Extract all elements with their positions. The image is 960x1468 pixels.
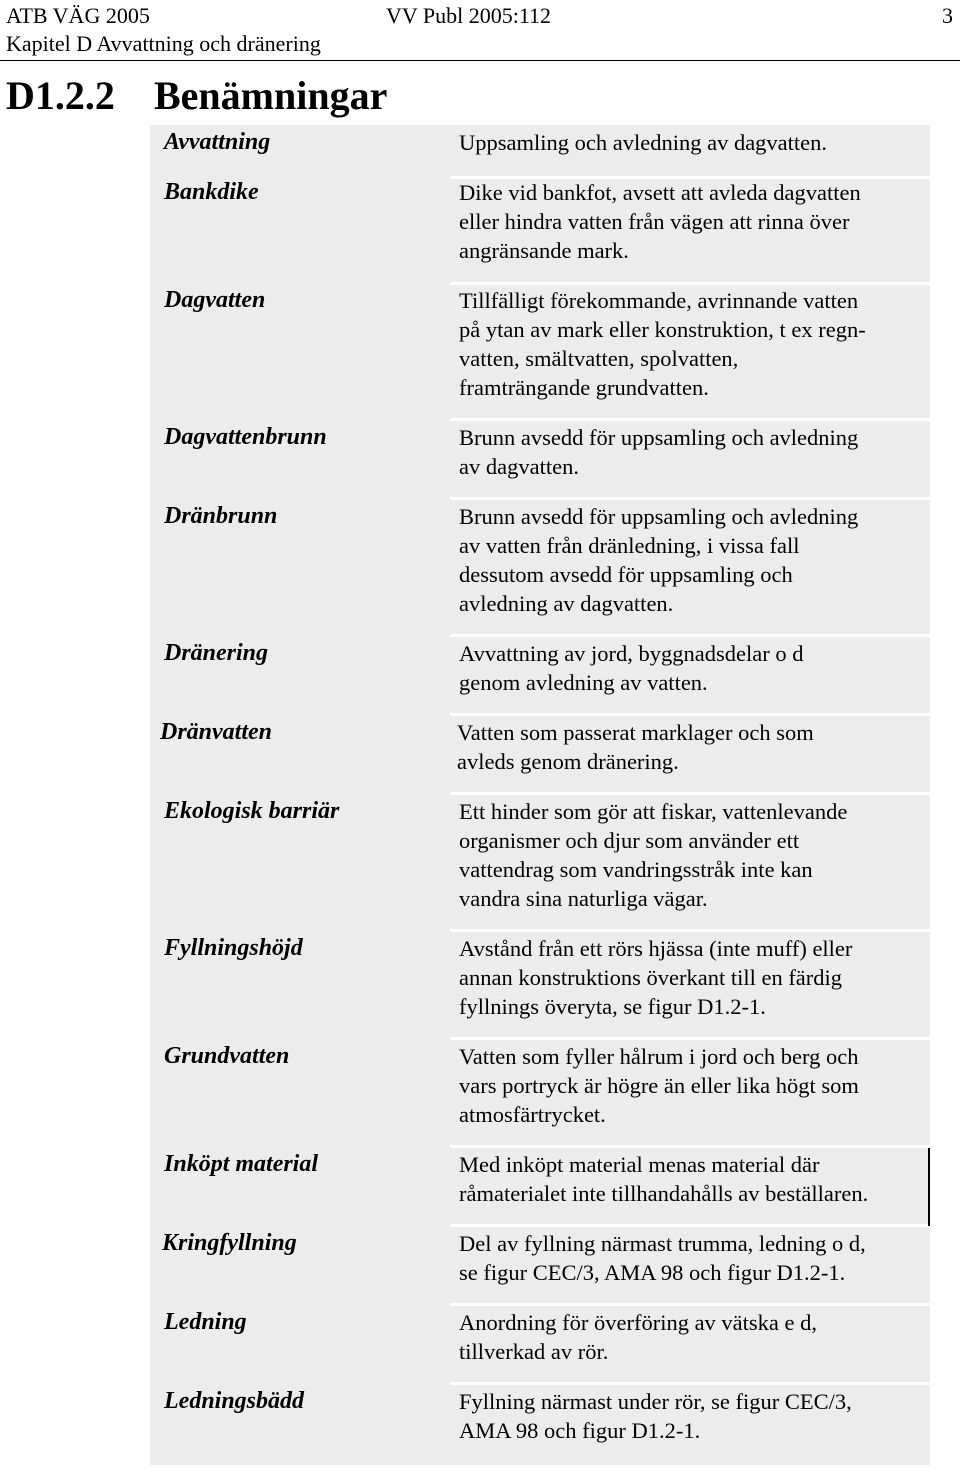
definition-line: vattendrag som vandringsstråk inte kan bbox=[459, 857, 813, 882]
definition-line: av dagvatten. bbox=[459, 454, 579, 479]
definition-line: genom avledning av vatten. bbox=[459, 670, 708, 695]
revision-bar bbox=[928, 1148, 930, 1226]
term: Inköpt material bbox=[164, 1151, 319, 1177]
definition-line: vars portryck är högre än eller lika högt som bbox=[459, 1073, 859, 1098]
definition-line: fyllnings överyta, se figur D1.2-1. bbox=[459, 994, 766, 1019]
term: Dränvatten bbox=[160, 719, 273, 745]
term: Fyllningshöjd bbox=[164, 935, 303, 961]
definition-line: annan konstruktions överkant till en färdig bbox=[459, 965, 843, 990]
definition-line: Brunn avsedd för uppsamling och avledning bbox=[459, 425, 859, 450]
definition-line: atmosfärtrycket. bbox=[459, 1102, 606, 1127]
definition bbox=[459, 934, 929, 1021]
definition-line: angränsande mark. bbox=[459, 238, 629, 263]
definition-line: Vatten som fyller hålrum i jord och berg och bbox=[459, 1044, 859, 1069]
row-separator bbox=[450, 929, 930, 932]
row-separator bbox=[450, 282, 930, 285]
row-separator bbox=[450, 1037, 930, 1040]
definition bbox=[459, 1229, 929, 1287]
header-document-title: ATB VÄG 2005 bbox=[6, 3, 150, 28]
definition-line: vandra sina naturliga vägar. bbox=[459, 886, 708, 911]
term: Kringfyllning bbox=[162, 1230, 297, 1256]
definition bbox=[459, 1387, 929, 1445]
definition-line: Med inköpt material menas material där bbox=[459, 1152, 820, 1177]
definition-line: framträngande grundvatten. bbox=[459, 375, 709, 400]
definition-line: avleds genom dränering. bbox=[457, 749, 679, 774]
section-title: Benämningar bbox=[154, 73, 388, 118]
definition bbox=[459, 1308, 929, 1366]
definition bbox=[459, 502, 929, 618]
definition bbox=[459, 639, 929, 697]
row-separator bbox=[450, 418, 930, 421]
definition-line: Ett hinder som gör att fiskar, vattenlevande bbox=[459, 799, 848, 824]
row-separator bbox=[450, 792, 930, 795]
definition-line: tillverkad av rör. bbox=[459, 1339, 609, 1364]
definition-line: råmaterialet inte tillhandahålls av beställaren. bbox=[459, 1181, 869, 1206]
definition-line: vatten, smältvatten, spolvatten, bbox=[459, 346, 739, 371]
header-rule bbox=[0, 60, 960, 61]
definition bbox=[459, 128, 929, 157]
definition-line: dessutom avsedd för uppsamling och bbox=[459, 562, 793, 587]
row-separator bbox=[450, 1224, 930, 1227]
definition-line: eller hindra vatten från vägen att rinna över bbox=[459, 209, 850, 234]
header-chapter-title: Kapitel D Avvattning och dränering bbox=[6, 31, 321, 56]
row-separator bbox=[450, 1382, 930, 1385]
term: Avvattning bbox=[164, 129, 271, 155]
definition-line: Uppsamling och avledning av dagvatten. bbox=[459, 130, 828, 155]
term: Dagvatten bbox=[164, 287, 266, 313]
section-heading bbox=[6, 72, 387, 120]
header-publication-number: VV Publ 2005:112 bbox=[386, 3, 552, 28]
term: Bankdike bbox=[164, 179, 259, 205]
definition-line: Anordning för överföring av vätska e d, bbox=[459, 1310, 818, 1335]
definition bbox=[459, 797, 929, 913]
definition-line: Avvattning av jord, byggnadsdelar o d bbox=[459, 641, 804, 666]
term: Ledning bbox=[164, 1309, 247, 1335]
definition-line: av vatten från dränledning, i vissa fall bbox=[459, 533, 800, 558]
definition-line: på ytan av mark eller konstruktion, t ex regn- bbox=[459, 317, 866, 342]
term: Dränbrunn bbox=[164, 503, 278, 529]
row-separator bbox=[450, 713, 930, 716]
definition-line: se figur CEC/3, AMA 98 och figur D1.2-1. bbox=[459, 1260, 846, 1285]
row-separator bbox=[450, 1303, 930, 1306]
definition-line: Vatten som passerat marklager och som bbox=[457, 720, 814, 745]
definition-line: Del av fyllning närmast trumma, ledning o d, bbox=[459, 1231, 866, 1256]
definition-line: Dike vid bankfot, avsett att avleda dagvatten bbox=[459, 180, 861, 205]
header-page-number: 3 bbox=[942, 3, 953, 28]
definition-line: avledning av dagvatten. bbox=[459, 591, 674, 616]
definition bbox=[459, 1150, 929, 1208]
term: Ledningsbädd bbox=[164, 1388, 305, 1414]
definition-line: Tillfälligt förekommande, avrinnande vatten bbox=[459, 288, 859, 313]
section-number: D1.2.2 bbox=[6, 73, 115, 118]
definition-line: Fyllning närmast under rör, se figur CEC/3, bbox=[459, 1389, 852, 1414]
term: Dränering bbox=[164, 640, 269, 666]
definition bbox=[457, 718, 927, 776]
definition-line: organismer och djur som använder ett bbox=[459, 828, 800, 853]
term: Grundvatten bbox=[164, 1043, 290, 1069]
definition bbox=[459, 1042, 929, 1129]
row-separator bbox=[450, 497, 930, 500]
definition-line: AMA 98 och figur D1.2-1. bbox=[459, 1418, 701, 1443]
row-separator bbox=[450, 634, 930, 637]
row-separator bbox=[450, 1145, 930, 1148]
term: Ekologisk barriär bbox=[164, 798, 340, 824]
page-header bbox=[0, 0, 960, 60]
definition bbox=[459, 423, 929, 481]
definition bbox=[459, 178, 929, 265]
term: Dagvattenbrunn bbox=[164, 424, 327, 450]
definition-line: Avstånd från ett rörs hjässa (inte muff) eller bbox=[459, 936, 853, 961]
definition-line: Brunn avsedd för uppsamling och avledning bbox=[459, 504, 859, 529]
definition bbox=[459, 286, 929, 402]
